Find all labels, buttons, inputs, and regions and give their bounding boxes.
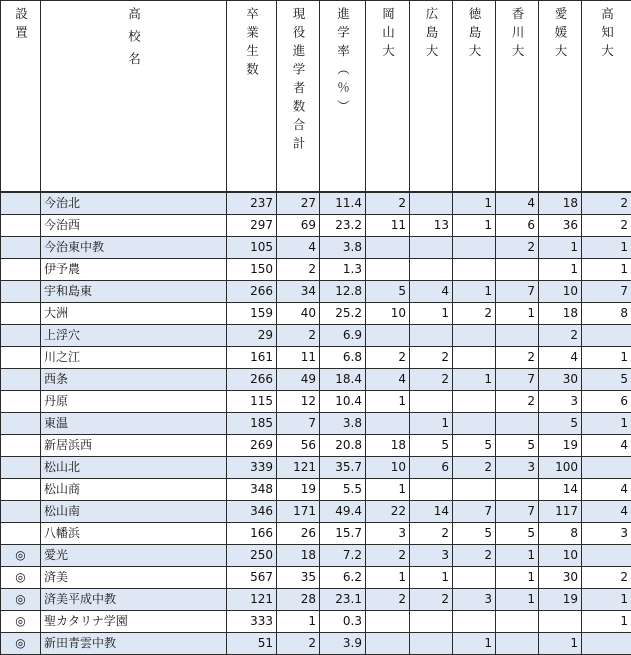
cell-school-name: 伊予農 bbox=[41, 259, 227, 281]
cell-setchi-mark: ◎ bbox=[1, 633, 41, 655]
table-row bbox=[1, 369, 631, 391]
cell-current-total: 11 bbox=[277, 347, 320, 369]
header-graduates: 卒業生数 bbox=[227, 1, 277, 193]
cell-kochi: 2 bbox=[582, 192, 631, 215]
cell-tokushima: 3 bbox=[453, 589, 496, 611]
cell-tokushima bbox=[453, 237, 496, 259]
cell-graduates: 346 bbox=[227, 501, 277, 523]
cell-okayama: 11 bbox=[366, 215, 410, 237]
cell-kagawa: 7 bbox=[496, 281, 539, 303]
cell-rate: 3.8 bbox=[320, 237, 366, 259]
cell-tokushima bbox=[453, 259, 496, 281]
cell-kagawa: 2 bbox=[496, 391, 539, 413]
cell-okayama: 2 bbox=[366, 347, 410, 369]
header-row bbox=[1, 1, 631, 193]
cell-hiroshima bbox=[410, 192, 453, 215]
cell-okayama: 1 bbox=[366, 479, 410, 501]
cell-okayama bbox=[366, 611, 410, 633]
cell-tokushima bbox=[453, 325, 496, 347]
cell-kochi: 7 bbox=[582, 281, 631, 303]
cell-graduates: 266 bbox=[227, 281, 277, 303]
cell-school-name: 今治東中教 bbox=[41, 237, 227, 259]
cell-hiroshima: 1 bbox=[410, 303, 453, 325]
cell-kochi: 3 bbox=[582, 523, 631, 545]
cell-current-total: 2 bbox=[277, 633, 320, 655]
table-row bbox=[1, 325, 631, 347]
cell-hiroshima: 6 bbox=[410, 457, 453, 479]
cell-ehime: 30 bbox=[539, 369, 582, 391]
cell-hiroshima: 5 bbox=[410, 435, 453, 457]
cell-rate: 6.9 bbox=[320, 325, 366, 347]
cell-graduates: 339 bbox=[227, 457, 277, 479]
table-row bbox=[1, 237, 631, 259]
cell-ehime: 30 bbox=[539, 567, 582, 589]
cell-setchi-mark: ◎ bbox=[1, 567, 41, 589]
cell-okayama: 2 bbox=[366, 192, 410, 215]
cell-okayama: 2 bbox=[366, 589, 410, 611]
cell-graduates: 159 bbox=[227, 303, 277, 325]
cell-tokushima: 7 bbox=[453, 501, 496, 523]
cell-hiroshima: 1 bbox=[410, 413, 453, 435]
cell-rate: 23.2 bbox=[320, 215, 366, 237]
cell-kagawa: 7 bbox=[496, 501, 539, 523]
cell-rate: 6.8 bbox=[320, 347, 366, 369]
cell-ehime: 117 bbox=[539, 501, 582, 523]
cell-current-total: 18 bbox=[277, 545, 320, 567]
cell-ehime: 1 bbox=[539, 633, 582, 655]
cell-graduates: 51 bbox=[227, 633, 277, 655]
cell-kochi: 4 bbox=[582, 435, 631, 457]
table-row bbox=[1, 611, 631, 633]
cell-kagawa: 1 bbox=[496, 545, 539, 567]
cell-setchi-mark bbox=[1, 215, 41, 237]
cell-okayama: 1 bbox=[366, 567, 410, 589]
table-row bbox=[1, 281, 631, 303]
cell-kagawa: 1 bbox=[496, 567, 539, 589]
cell-setchi-mark bbox=[1, 281, 41, 303]
cell-school-name: 上浮穴 bbox=[41, 325, 227, 347]
cell-setchi-mark bbox=[1, 347, 41, 369]
cell-kochi: 1 bbox=[582, 589, 631, 611]
cell-school-name: 大洲 bbox=[41, 303, 227, 325]
cell-kochi: 8 bbox=[582, 303, 631, 325]
cell-rate: 23.1 bbox=[320, 589, 366, 611]
cell-ehime: 19 bbox=[539, 435, 582, 457]
cell-kochi: 1 bbox=[582, 347, 631, 369]
cell-hiroshima: 3 bbox=[410, 545, 453, 567]
cell-graduates: 121 bbox=[227, 589, 277, 611]
cell-tokushima: 5 bbox=[453, 435, 496, 457]
cell-ehime: 14 bbox=[539, 479, 582, 501]
cell-rate: 35.7 bbox=[320, 457, 366, 479]
table-row bbox=[1, 215, 631, 237]
cell-kagawa bbox=[496, 479, 539, 501]
cell-current-total: 2 bbox=[277, 325, 320, 347]
cell-tokushima: 1 bbox=[453, 192, 496, 215]
cell-school-name: 東温 bbox=[41, 413, 227, 435]
cell-hiroshima bbox=[410, 611, 453, 633]
table-row bbox=[1, 633, 631, 655]
cell-rate: 12.8 bbox=[320, 281, 366, 303]
header-kochi: 高知大 bbox=[582, 1, 631, 193]
cell-ehime: 5 bbox=[539, 413, 582, 435]
cell-kochi bbox=[582, 633, 631, 655]
cell-kagawa: 4 bbox=[496, 192, 539, 215]
cell-ehime: 19 bbox=[539, 589, 582, 611]
cell-hiroshima: 4 bbox=[410, 281, 453, 303]
cell-setchi-mark bbox=[1, 457, 41, 479]
header-rate: 進学率（％） bbox=[320, 1, 366, 193]
cell-ehime: 36 bbox=[539, 215, 582, 237]
cell-kochi: 4 bbox=[582, 479, 631, 501]
cell-setchi-mark: ◎ bbox=[1, 611, 41, 633]
header-okayama: 岡山大 bbox=[366, 1, 410, 193]
cell-kagawa: 6 bbox=[496, 215, 539, 237]
cell-current-total: 171 bbox=[277, 501, 320, 523]
cell-tokushima bbox=[453, 611, 496, 633]
table-row bbox=[1, 303, 631, 325]
cell-hiroshima: 1 bbox=[410, 567, 453, 589]
cell-setchi-mark bbox=[1, 501, 41, 523]
cell-current-total: 49 bbox=[277, 369, 320, 391]
cell-setchi-mark bbox=[1, 192, 41, 215]
cell-ehime: 2 bbox=[539, 325, 582, 347]
cell-current-total: 69 bbox=[277, 215, 320, 237]
cell-graduates: 161 bbox=[227, 347, 277, 369]
table-row bbox=[1, 479, 631, 501]
cell-current-total: 19 bbox=[277, 479, 320, 501]
cell-rate: 0.3 bbox=[320, 611, 366, 633]
cell-graduates: 115 bbox=[227, 391, 277, 413]
cell-ehime: 1 bbox=[539, 237, 582, 259]
cell-rate: 10.4 bbox=[320, 391, 366, 413]
cell-school-name: 済美平成中教 bbox=[41, 589, 227, 611]
cell-school-name: 西条 bbox=[41, 369, 227, 391]
cell-hiroshima: 13 bbox=[410, 215, 453, 237]
cell-kagawa bbox=[496, 633, 539, 655]
cell-rate: 25.2 bbox=[320, 303, 366, 325]
cell-kochi bbox=[582, 325, 631, 347]
cell-graduates: 266 bbox=[227, 369, 277, 391]
cell-current-total: 2 bbox=[277, 259, 320, 281]
cell-okayama: 4 bbox=[366, 369, 410, 391]
cell-graduates: 333 bbox=[227, 611, 277, 633]
cell-school-name: 松山商 bbox=[41, 479, 227, 501]
cell-tokushima bbox=[453, 479, 496, 501]
cell-kochi bbox=[582, 457, 631, 479]
cell-kagawa bbox=[496, 259, 539, 281]
cell-current-total: 7 bbox=[277, 413, 320, 435]
cell-kochi bbox=[582, 545, 631, 567]
cell-rate: 49.4 bbox=[320, 501, 366, 523]
cell-kagawa: 3 bbox=[496, 457, 539, 479]
cell-hiroshima bbox=[410, 633, 453, 655]
cell-okayama bbox=[366, 413, 410, 435]
cell-setchi-mark bbox=[1, 325, 41, 347]
cell-okayama bbox=[366, 325, 410, 347]
cell-ehime: 10 bbox=[539, 545, 582, 567]
header-hiroshima: 広島大 bbox=[410, 1, 453, 193]
cell-ehime: 10 bbox=[539, 281, 582, 303]
cell-graduates: 237 bbox=[227, 192, 277, 215]
cell-school-name: 今治西 bbox=[41, 215, 227, 237]
header-kagawa: 香川大 bbox=[496, 1, 539, 193]
cell-graduates: 185 bbox=[227, 413, 277, 435]
cell-kagawa: 5 bbox=[496, 435, 539, 457]
cell-graduates: 150 bbox=[227, 259, 277, 281]
cell-setchi-mark bbox=[1, 259, 41, 281]
cell-rate: 5.5 bbox=[320, 479, 366, 501]
cell-ehime: 4 bbox=[539, 347, 582, 369]
cell-hiroshima: 14 bbox=[410, 501, 453, 523]
cell-hiroshima bbox=[410, 259, 453, 281]
cell-ehime: 100 bbox=[539, 457, 582, 479]
cell-okayama bbox=[366, 259, 410, 281]
cell-ehime: 18 bbox=[539, 192, 582, 215]
cell-school-name: 川之江 bbox=[41, 347, 227, 369]
cell-tokushima: 2 bbox=[453, 545, 496, 567]
cell-graduates: 567 bbox=[227, 567, 277, 589]
cell-ehime: 1 bbox=[539, 259, 582, 281]
cell-kochi: 1 bbox=[582, 611, 631, 633]
cell-school-name: 宇和島東 bbox=[41, 281, 227, 303]
cell-current-total: 26 bbox=[277, 523, 320, 545]
cell-graduates: 269 bbox=[227, 435, 277, 457]
cell-setchi-mark bbox=[1, 435, 41, 457]
cell-kochi: 4 bbox=[582, 501, 631, 523]
table-row bbox=[1, 501, 631, 523]
cell-kochi: 5 bbox=[582, 369, 631, 391]
cell-rate: 6.2 bbox=[320, 567, 366, 589]
header-setchi: 設置 bbox=[1, 1, 41, 193]
cell-current-total: 12 bbox=[277, 391, 320, 413]
cell-ehime bbox=[539, 611, 582, 633]
cell-hiroshima: 2 bbox=[410, 589, 453, 611]
cell-setchi-mark bbox=[1, 523, 41, 545]
table-row bbox=[1, 192, 631, 215]
cell-okayama: 10 bbox=[366, 457, 410, 479]
cell-tokushima: 2 bbox=[453, 303, 496, 325]
cell-okayama: 3 bbox=[366, 523, 410, 545]
header-ehime: 愛媛大 bbox=[539, 1, 582, 193]
cell-okayama: 22 bbox=[366, 501, 410, 523]
cell-kagawa: 1 bbox=[496, 589, 539, 611]
cell-kagawa: 5 bbox=[496, 523, 539, 545]
cell-hiroshima bbox=[410, 325, 453, 347]
cell-school-name: 松山北 bbox=[41, 457, 227, 479]
cell-setchi-mark: ◎ bbox=[1, 589, 41, 611]
cell-current-total: 1 bbox=[277, 611, 320, 633]
cell-hiroshima bbox=[410, 237, 453, 259]
cell-rate: 11.4 bbox=[320, 192, 366, 215]
cell-okayama bbox=[366, 237, 410, 259]
cell-current-total: 28 bbox=[277, 589, 320, 611]
cell-school-name: 新居浜西 bbox=[41, 435, 227, 457]
cell-tokushima bbox=[453, 391, 496, 413]
cell-okayama: 10 bbox=[366, 303, 410, 325]
cell-kagawa: 7 bbox=[496, 369, 539, 391]
table-row bbox=[1, 523, 631, 545]
cell-kochi: 1 bbox=[582, 237, 631, 259]
table-row bbox=[1, 347, 631, 369]
cell-okayama: 18 bbox=[366, 435, 410, 457]
cell-rate: 18.4 bbox=[320, 369, 366, 391]
table-row bbox=[1, 567, 631, 589]
cell-graduates: 166 bbox=[227, 523, 277, 545]
cell-okayama: 5 bbox=[366, 281, 410, 303]
cell-tokushima: 5 bbox=[453, 523, 496, 545]
cell-school-name: 八幡浜 bbox=[41, 523, 227, 545]
cell-kochi: 2 bbox=[582, 567, 631, 589]
cell-setchi-mark bbox=[1, 369, 41, 391]
cell-current-total: 4 bbox=[277, 237, 320, 259]
cell-kagawa: 2 bbox=[496, 347, 539, 369]
table-row bbox=[1, 457, 631, 479]
cell-kagawa: 2 bbox=[496, 237, 539, 259]
cell-rate: 1.3 bbox=[320, 259, 366, 281]
cell-school-name: 松山南 bbox=[41, 501, 227, 523]
cell-current-total: 34 bbox=[277, 281, 320, 303]
table-row bbox=[1, 413, 631, 435]
cell-kagawa bbox=[496, 611, 539, 633]
cell-kagawa: 1 bbox=[496, 303, 539, 325]
cell-current-total: 121 bbox=[277, 457, 320, 479]
cell-okayama: 2 bbox=[366, 545, 410, 567]
cell-setchi-mark bbox=[1, 479, 41, 501]
table-row bbox=[1, 545, 631, 567]
cell-kochi: 2 bbox=[582, 215, 631, 237]
table-row bbox=[1, 259, 631, 281]
table-row bbox=[1, 435, 631, 457]
cell-graduates: 29 bbox=[227, 325, 277, 347]
cell-graduates: 250 bbox=[227, 545, 277, 567]
header-current-total: 現役進学者数合計 bbox=[277, 1, 320, 193]
cell-hiroshima: 2 bbox=[410, 369, 453, 391]
cell-tokushima: 2 bbox=[453, 457, 496, 479]
cell-school-name: 愛光 bbox=[41, 545, 227, 567]
cell-current-total: 56 bbox=[277, 435, 320, 457]
cell-rate: 20.8 bbox=[320, 435, 366, 457]
cell-kagawa bbox=[496, 325, 539, 347]
table-row bbox=[1, 589, 631, 611]
cell-tokushima bbox=[453, 413, 496, 435]
cell-ehime: 3 bbox=[539, 391, 582, 413]
cell-rate: 15.7 bbox=[320, 523, 366, 545]
cell-hiroshima: 2 bbox=[410, 523, 453, 545]
table-body bbox=[1, 192, 631, 655]
cell-current-total: 40 bbox=[277, 303, 320, 325]
header-school-name: 高校名 bbox=[41, 1, 227, 193]
cell-setchi-mark bbox=[1, 303, 41, 325]
cell-setchi-mark: ◎ bbox=[1, 545, 41, 567]
cell-hiroshima: 2 bbox=[410, 347, 453, 369]
header-tokushima: 徳島大 bbox=[453, 1, 496, 193]
cell-okayama: 1 bbox=[366, 391, 410, 413]
cell-graduates: 348 bbox=[227, 479, 277, 501]
cell-kochi: 6 bbox=[582, 391, 631, 413]
cell-setchi-mark bbox=[1, 237, 41, 259]
cell-tokushima: 1 bbox=[453, 369, 496, 391]
cell-school-name: 済美 bbox=[41, 567, 227, 589]
cell-ehime: 18 bbox=[539, 303, 582, 325]
cell-school-name: 丹原 bbox=[41, 391, 227, 413]
cell-school-name: 今治北 bbox=[41, 192, 227, 215]
cell-okayama bbox=[366, 633, 410, 655]
cell-hiroshima bbox=[410, 479, 453, 501]
cell-kochi: 1 bbox=[582, 413, 631, 435]
cell-current-total: 27 bbox=[277, 192, 320, 215]
cell-graduates: 297 bbox=[227, 215, 277, 237]
cell-kagawa bbox=[496, 413, 539, 435]
cell-school-name: 聖カタリナ学園 bbox=[41, 611, 227, 633]
cell-rate: 3.9 bbox=[320, 633, 366, 655]
cell-setchi-mark bbox=[1, 413, 41, 435]
cell-ehime: 8 bbox=[539, 523, 582, 545]
cell-tokushima bbox=[453, 567, 496, 589]
table-row bbox=[1, 391, 631, 413]
cell-tokushima: 1 bbox=[453, 281, 496, 303]
cell-setchi-mark bbox=[1, 391, 41, 413]
cell-graduates: 105 bbox=[227, 237, 277, 259]
cell-tokushima: 1 bbox=[453, 633, 496, 655]
cell-kochi: 1 bbox=[582, 259, 631, 281]
cell-tokushima bbox=[453, 347, 496, 369]
cell-school-name: 新田青雲中教 bbox=[41, 633, 227, 655]
cell-rate: 3.8 bbox=[320, 413, 366, 435]
cell-rate: 7.2 bbox=[320, 545, 366, 567]
cell-hiroshima bbox=[410, 391, 453, 413]
cell-tokushima: 1 bbox=[453, 215, 496, 237]
cell-current-total: 35 bbox=[277, 567, 320, 589]
